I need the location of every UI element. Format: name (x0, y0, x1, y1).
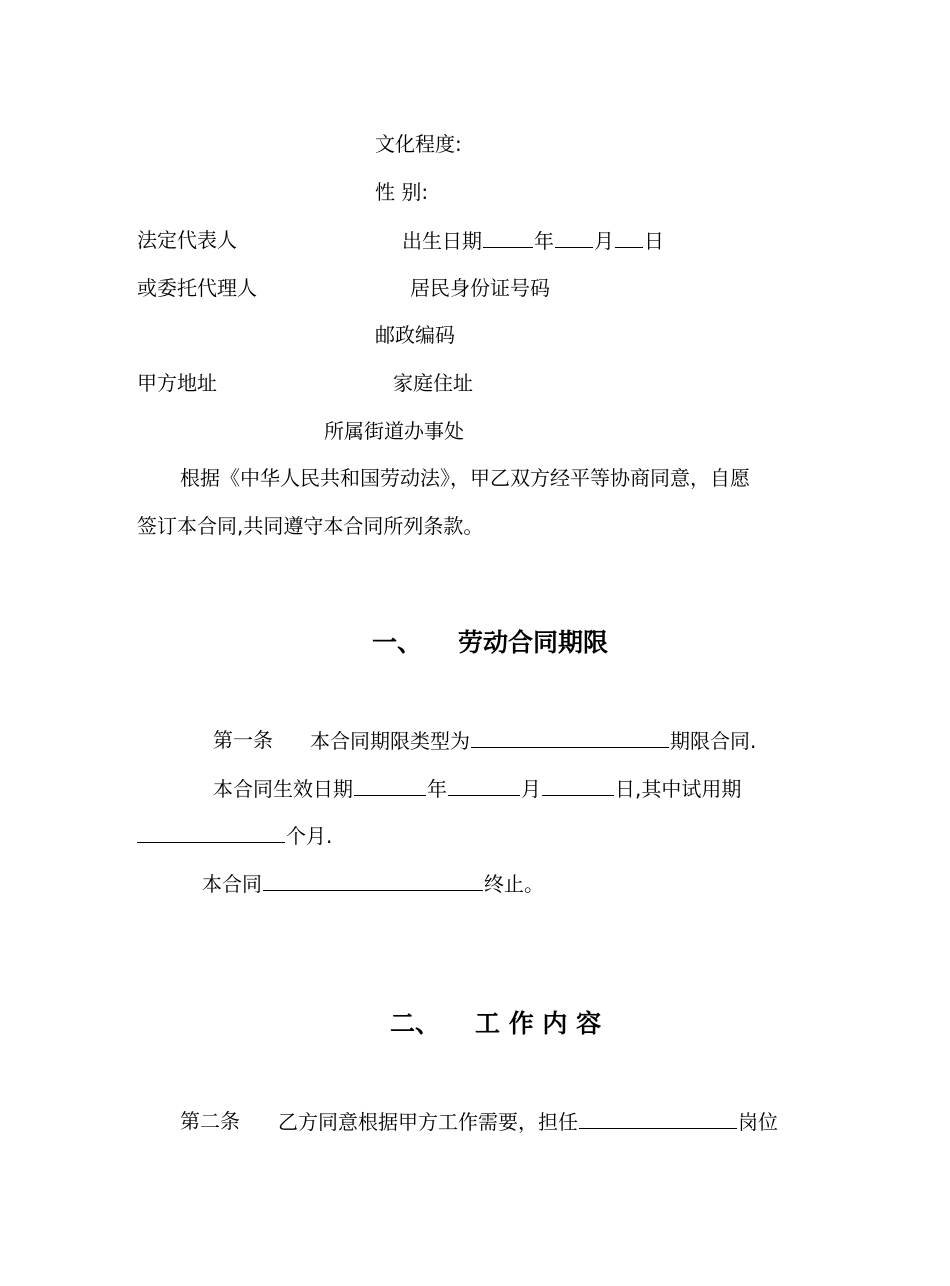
article-1-row (310, 728, 756, 753)
effective-date-row (213, 776, 741, 801)
section-2-title: 工 作 内 容 (475, 1009, 602, 1038)
birth-year-blank[interactable] (483, 228, 533, 248)
section-1-number: 一、 (372, 628, 423, 657)
preamble-line-1: 根据《中华人民共和国劳动法》，甲乙双方经平等协商同意，自愿 (180, 466, 750, 490)
article-2-row (278, 1109, 778, 1134)
education-label: 文化程度: (375, 132, 462, 156)
article-1-label: 第一条 (213, 728, 273, 752)
article-2-text: 乙方同意根据甲方工作需要，担任 (278, 1110, 578, 1134)
article-2-end: 岗位 (738, 1110, 778, 1134)
birth-date-row (402, 228, 664, 253)
effective-month-unit: 月 (521, 777, 541, 801)
termination-date-blank[interactable] (263, 871, 483, 891)
month-unit: 月 (594, 229, 614, 253)
termination-row (202, 871, 544, 896)
id-number-label: 居民身份证号码 (410, 276, 550, 300)
postcode-label: 邮政编码 (375, 323, 455, 347)
position-blank[interactable] (579, 1109, 737, 1129)
terminate-text: 终止。 (484, 872, 544, 896)
contract-label: 本合同 (202, 872, 262, 896)
probation-label: 日,其中试用期 (615, 777, 742, 801)
subdistrict-office-label: 所属街道办事处 (324, 419, 464, 443)
authorized-agent-label: 或委托代理人 (137, 276, 257, 300)
probation-months-blank[interactable] (137, 823, 285, 843)
home-address-label: 家庭住址 (393, 371, 473, 395)
article-1-end: 期限合同. (670, 729, 757, 753)
article-2-label: 第二条 (180, 1109, 240, 1133)
effective-day-blank[interactable] (542, 776, 614, 796)
gender-label: 性 别: (375, 180, 429, 204)
birth-month-blank[interactable] (555, 228, 593, 248)
section-2-number: 二、 (390, 1009, 441, 1038)
party-a-address-label: 甲方地址 (137, 371, 217, 395)
legal-representative-label: 法定代表人 (137, 228, 237, 252)
effective-year-blank[interactable] (354, 776, 426, 796)
day-unit: 日 (644, 229, 664, 253)
contract-type-blank[interactable] (471, 728, 669, 748)
probation-row (137, 823, 332, 848)
birth-day-blank[interactable] (615, 228, 643, 248)
months-unit: 个月. (286, 824, 333, 848)
birth-date-label: 出生日期 (402, 229, 482, 253)
section-1-title: 劳动合同期限 (458, 628, 609, 657)
effective-year-unit: 年 (427, 777, 447, 801)
effective-date-label: 本合同生效日期 (213, 777, 353, 801)
year-unit: 年 (534, 229, 554, 253)
preamble-line-2: 签订本合同,共同遵守本合同所列条款。 (137, 514, 484, 538)
article-1-text: 本合同期限类型为 (310, 729, 470, 753)
effective-month-blank[interactable] (448, 776, 520, 796)
